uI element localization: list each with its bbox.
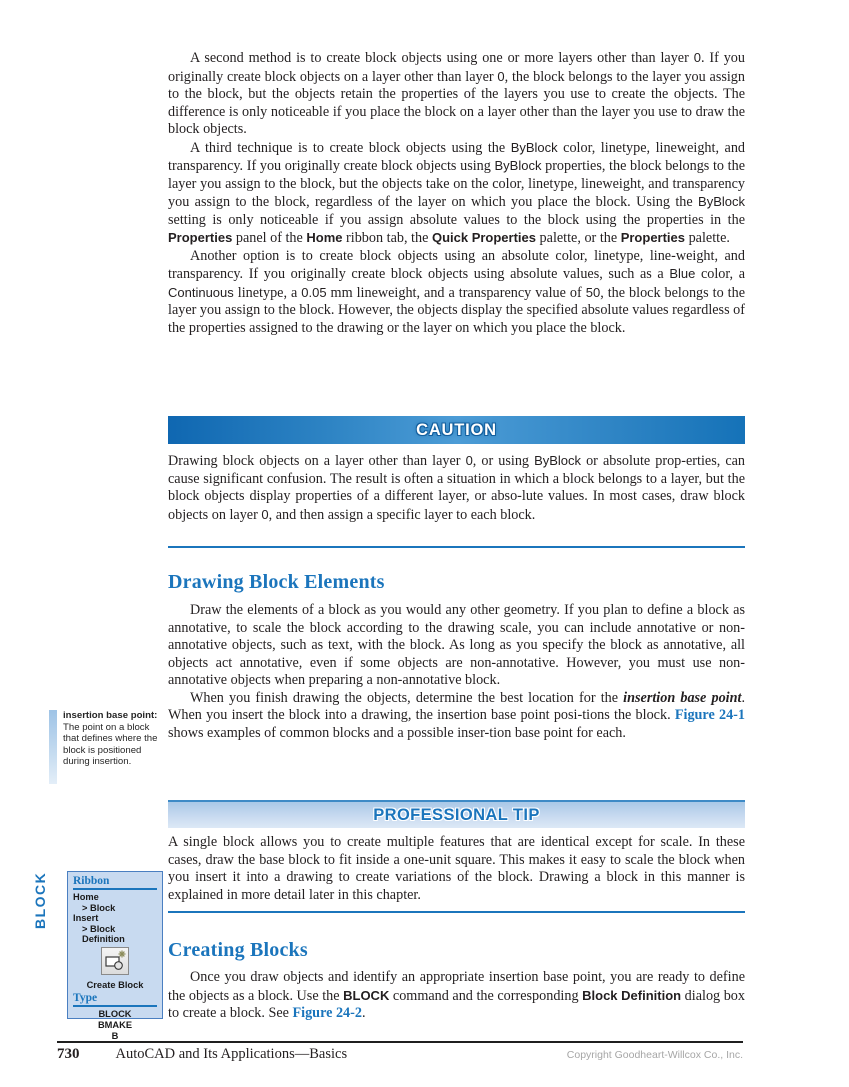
professional-tip-banner-label: PROFESSIONAL TIP bbox=[373, 805, 540, 824]
text-run: Once you draw objects and identify an appropriate insertion base point, you are ready to define the objects as a block. Use the bbox=[168, 969, 745, 1004]
text-run: palette, or the bbox=[536, 230, 621, 246]
ribbon-path-item: > Block bbox=[82, 902, 116, 913]
command-reference-box bbox=[67, 871, 163, 1041]
text-run: Block Definition bbox=[582, 987, 682, 1003]
text-run: properties, the block belongs to the layer you assign to the block, but the objects take on the color, linetype, lineweight, and transparency you assign to the block, regardless of the layer on which you place the block. Using the bbox=[168, 158, 745, 210]
text-run: Another option is to create block objects using an absolute color, linetype, line-weight, and transparency. If you originally create block objects using absolute values, such as a bbox=[168, 247, 745, 282]
figure-link[interactable]: Figure 24-1 bbox=[674, 707, 745, 723]
copyright-notice: Copyright Goodheart-Willcox Co., Inc. bbox=[566, 1049, 743, 1061]
text-run: linetype, a bbox=[233, 284, 302, 301]
text-run: ByBlock bbox=[698, 194, 745, 209]
text-run: 0 bbox=[261, 506, 269, 522]
text-run: color, a bbox=[695, 266, 745, 282]
text-run: A second method is to create block objects using one or more layers other than layer bbox=[190, 50, 694, 66]
text-run: ByBlock bbox=[534, 453, 582, 468]
text-run: or absolute prop-erties, can cause significant confusion. The result is often a situation in which a block belongs to a layer, but the block objects display properties of a different layer, or abso-lute values. In most cases, draw block objects on layer bbox=[168, 453, 746, 523]
text-run: dialog box to create a block. See bbox=[168, 987, 745, 1021]
type-heading: Type bbox=[73, 992, 157, 1007]
text-run: panel of the bbox=[232, 230, 307, 246]
section-divider bbox=[168, 546, 745, 548]
page-number: 730 bbox=[57, 1046, 80, 1062]
text-run: Properties bbox=[620, 230, 686, 245]
ribbon-path-item: > Block Definition bbox=[82, 923, 125, 945]
text-run: , the block belongs to the layer you assign to the block. However, the objects display the specified absolute values regardless of the properties assigned to the drawing or the layer on which you place the block. bbox=[168, 284, 746, 336]
text-run: setting is only noticeable if you assign absolute values to the block using the properties in the bbox=[168, 211, 745, 228]
section-heading-drawing-block-elements: Drawing Block Elements bbox=[168, 571, 385, 593]
text-run: 0 bbox=[497, 68, 505, 84]
margin-note-text bbox=[63, 710, 167, 784]
paragraph bbox=[168, 969, 745, 1023]
caution-banner-label: CAUTION bbox=[416, 420, 497, 439]
text-run: mm lineweight, and a transparency value of bbox=[326, 284, 586, 301]
text-run: ribbon tab, the bbox=[342, 230, 432, 246]
margin-note-term: insertion base point: bbox=[63, 710, 158, 721]
text-run: color, linetype, lineweight, and transparency. If you originally create block objects using bbox=[168, 139, 746, 174]
paragraph bbox=[168, 602, 745, 690]
text-run: 0 bbox=[465, 453, 473, 468]
text-run: A third technique is to create block objects using the bbox=[190, 139, 511, 156]
text-run: A single block allows you to create multiple features that are identical except for scale. In these cases, draw the base block to fit inside a one-unit square. This makes it easy to scale the block when you insert it into a drawing to create variations of the block. Drawing a block in this manner is explained in more detail later in this chapter. bbox=[168, 834, 745, 903]
text-run: , the block belongs to the layer you assign to the block, but the objects retain the properties of the layers you use to create the objects. The difference is only noticeable if you place the block on a layer other than the layer you use to draw the block objects. bbox=[168, 68, 745, 137]
text-run: Home bbox=[306, 230, 343, 245]
text-run: Continuous bbox=[168, 284, 234, 300]
footer bbox=[57, 1046, 743, 1063]
text-run: insertion base point bbox=[623, 689, 742, 706]
professional-tip-body bbox=[168, 834, 745, 904]
text-run: When you finish drawing the objects, determine the best location for the bbox=[190, 689, 624, 706]
ribbon-heading: Ribbon bbox=[73, 875, 157, 890]
text-run: 0 bbox=[693, 50, 701, 65]
caution-body bbox=[168, 452, 745, 524]
block-vertical-label: BLOCK bbox=[32, 871, 48, 929]
drawing-block-elements-text bbox=[168, 602, 745, 742]
margin-note-bar bbox=[49, 710, 57, 784]
text-run: Blue bbox=[669, 266, 696, 281]
section-divider bbox=[168, 911, 745, 913]
paragraph bbox=[168, 139, 745, 248]
footer-rule bbox=[57, 1041, 743, 1043]
creating-blocks-text bbox=[168, 969, 745, 1023]
text-run: palette. bbox=[685, 230, 730, 246]
paragraph bbox=[168, 690, 745, 743]
paragraph bbox=[168, 49, 745, 139]
create-block-icon bbox=[101, 947, 129, 975]
text-run: Draw the elements of a block as you would any other geometry. If you plan to define a block as annotative, to scale the block according to the drawing scale, you can include annotative or non-annotative objects, such as text, with the block. As long as you specify the block as annotative, all objects act annotative, even if some objects are non-annotative. However, you must use non-annotative objects when preparing a non-annotative block. bbox=[168, 602, 745, 688]
text-run: 0.05 bbox=[301, 284, 327, 300]
text-run: shows examples of common blocks and a possible inser-tion base point for each. bbox=[168, 724, 626, 741]
professional-tip-banner bbox=[168, 800, 745, 828]
book-title: AutoCAD and Its Applications—Basics bbox=[115, 1046, 348, 1062]
text-run: 50 bbox=[585, 284, 601, 300]
margin-note bbox=[49, 710, 167, 784]
intro-text-block bbox=[168, 49, 745, 337]
caution-banner bbox=[168, 416, 745, 444]
text-run: . When you insert the block into a drawing, the insertion base point posi-tions the block. bbox=[168, 689, 745, 723]
text-run: Quick Properties bbox=[431, 230, 536, 245]
type-command: BMAKE bbox=[97, 1019, 133, 1030]
text-run: ByBlock bbox=[494, 158, 542, 173]
create-block-caption: Create Block bbox=[86, 979, 144, 990]
text-run: Drawing block objects on a layer other than layer bbox=[168, 453, 466, 469]
figure-link[interactable]: Figure 24-2 bbox=[292, 1005, 362, 1021]
ribbon-path-item: Home bbox=[73, 892, 99, 902]
text-run: ByBlock bbox=[510, 139, 558, 155]
icon-row bbox=[73, 947, 157, 979]
text-run: . bbox=[361, 1005, 366, 1021]
text-run: . If you originally create block objects on a layer other than layer bbox=[168, 50, 745, 85]
text-run: command and the corresponding bbox=[389, 987, 583, 1004]
type-command: B bbox=[111, 1030, 119, 1041]
text-run: , and then assign a specific layer to each block. bbox=[268, 506, 536, 523]
text-run: , or using bbox=[472, 453, 535, 469]
text-run: BLOCK bbox=[343, 987, 390, 1003]
margin-note-definition: The point on a block that defines where the block is positioned during insertion. bbox=[63, 721, 158, 768]
type-command: BLOCK bbox=[98, 1008, 132, 1019]
ribbon-path-item: Insert bbox=[73, 913, 99, 924]
section-heading-creating-blocks: Creating Blocks bbox=[168, 939, 308, 961]
text-run: Properties bbox=[168, 230, 233, 245]
paragraph bbox=[168, 248, 745, 338]
